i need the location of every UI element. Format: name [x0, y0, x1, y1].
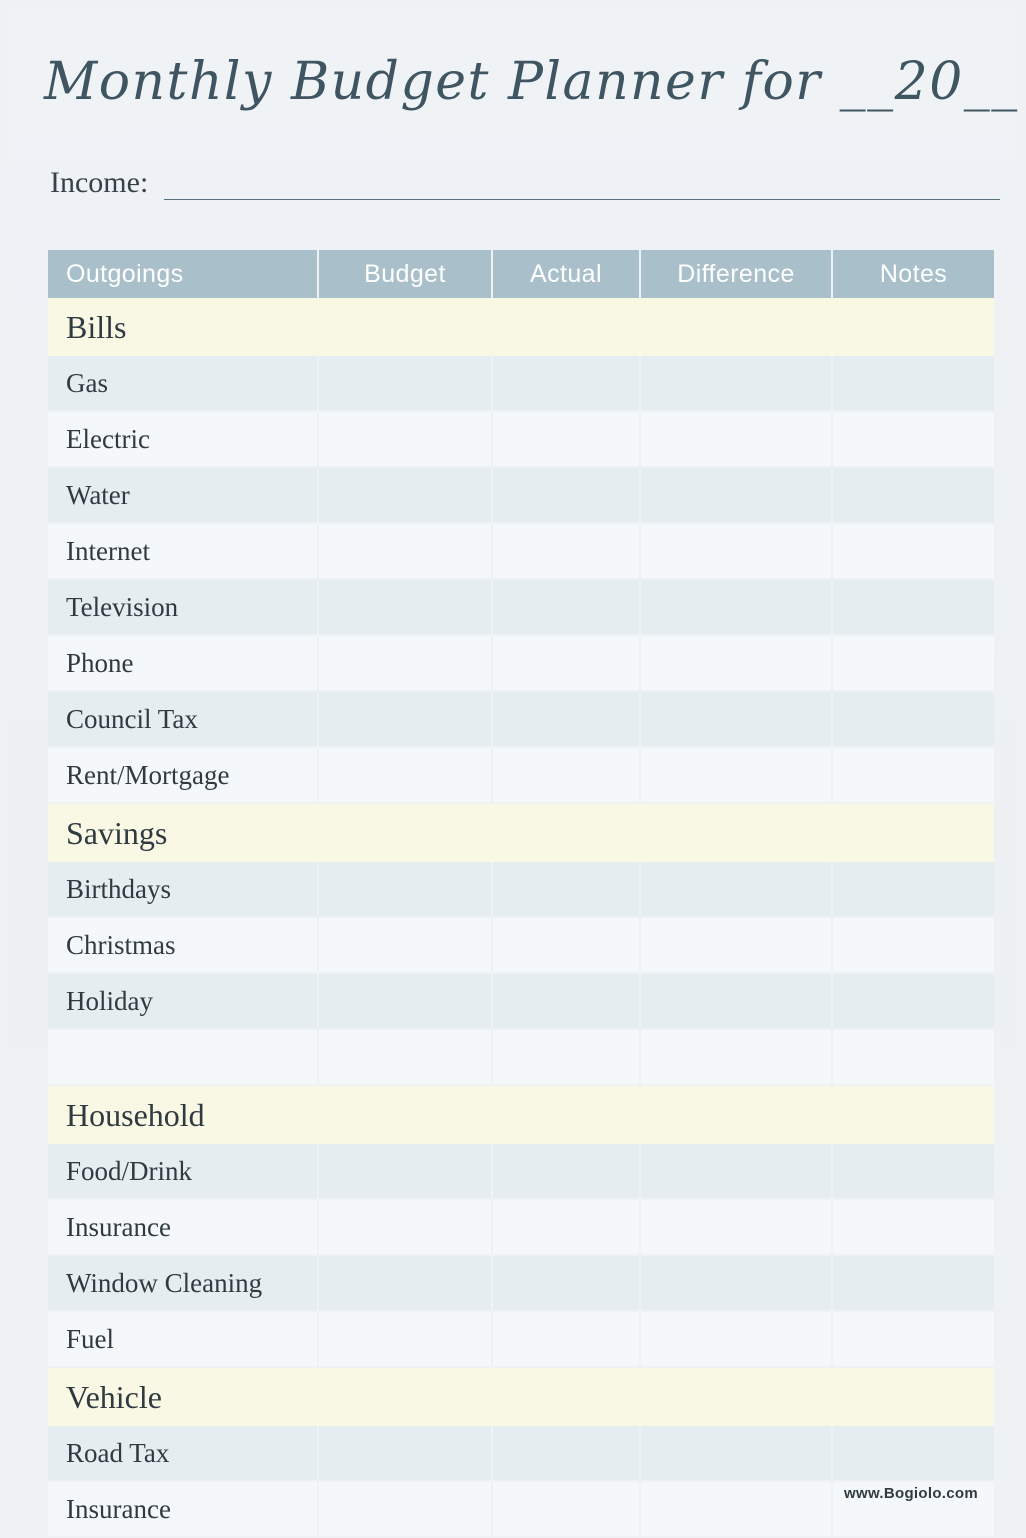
section-header-household	[48, 1085, 994, 1144]
cell-notes[interactable]	[832, 691, 994, 747]
table-row	[48, 1426, 994, 1481]
sheet-background	[8, 8, 1018, 1530]
cell-difference[interactable]	[640, 973, 832, 1029]
section-title: Savings	[48, 803, 994, 862]
cell-difference[interactable]	[640, 691, 832, 747]
cell-budget[interactable]	[318, 862, 492, 917]
cell-budget[interactable]	[318, 691, 492, 747]
cell-budget[interactable]	[318, 579, 492, 635]
row-label: Rent/Mortgage	[48, 747, 318, 803]
cell-notes[interactable]	[832, 1255, 994, 1311]
cell-notes[interactable]	[832, 747, 994, 803]
row-label: Road Tax	[48, 1426, 318, 1481]
table-row	[48, 1311, 994, 1367]
table-row	[48, 973, 994, 1029]
cell-notes[interactable]	[832, 579, 994, 635]
cell-budget[interactable]	[318, 1481, 492, 1537]
cell-notes[interactable]	[832, 1029, 994, 1085]
cell-actual[interactable]	[492, 1199, 640, 1255]
cell-difference[interactable]	[640, 1311, 832, 1367]
footer-website[interactable]: www.Bogiolo.com	[844, 1485, 978, 1502]
cell-notes[interactable]	[832, 467, 994, 523]
row-label: Electric	[48, 411, 318, 467]
table-row	[48, 747, 994, 803]
cell-difference[interactable]	[640, 579, 832, 635]
row-label: Food/Drink	[48, 1144, 318, 1199]
cell-actual[interactable]	[492, 1311, 640, 1367]
cell-actual[interactable]	[492, 862, 640, 917]
cell-actual[interactable]	[492, 747, 640, 803]
cell-difference[interactable]	[640, 1199, 832, 1255]
column-header-outgoings: Outgoings	[48, 250, 318, 298]
cell-actual[interactable]	[492, 356, 640, 411]
row-label: Television	[48, 579, 318, 635]
cell-actual[interactable]	[492, 1426, 640, 1481]
table-row	[48, 1199, 994, 1255]
row-label: Phone	[48, 635, 318, 691]
cell-notes[interactable]	[832, 1426, 994, 1481]
section-title: Vehicle	[48, 1367, 994, 1426]
cell-actual[interactable]	[492, 523, 640, 579]
cell-difference[interactable]	[640, 1426, 832, 1481]
row-label	[48, 1029, 318, 1085]
column-header-budget: Budget	[318, 250, 492, 298]
table-row	[48, 523, 994, 579]
column-header-actual: Actual	[492, 250, 640, 298]
cell-budget[interactable]	[318, 747, 492, 803]
cell-difference[interactable]	[640, 523, 832, 579]
cell-difference[interactable]	[640, 411, 832, 467]
table-header-row	[48, 250, 994, 298]
cell-budget[interactable]	[318, 1426, 492, 1481]
row-label: Insurance	[48, 1199, 318, 1255]
cell-notes[interactable]	[832, 1199, 994, 1255]
row-label: Internet	[48, 523, 318, 579]
cell-difference[interactable]	[640, 862, 832, 917]
cell-notes[interactable]	[832, 635, 994, 691]
row-label: Window Cleaning	[48, 1255, 318, 1311]
row-label: Holiday	[48, 973, 318, 1029]
cell-budget[interactable]	[318, 973, 492, 1029]
cell-notes[interactable]	[832, 917, 994, 973]
cell-difference[interactable]	[640, 917, 832, 973]
table-row	[48, 411, 994, 467]
table-body	[48, 298, 994, 1537]
table-row	[48, 691, 994, 747]
cell-difference[interactable]	[640, 1144, 832, 1199]
row-label: Water	[48, 467, 318, 523]
cell-notes[interactable]	[832, 1311, 994, 1367]
cell-difference[interactable]	[640, 467, 832, 523]
row-label: Gas	[48, 356, 318, 411]
row-label: Birthdays	[48, 862, 318, 917]
cell-difference[interactable]	[640, 356, 832, 411]
cell-notes[interactable]	[832, 523, 994, 579]
cell-notes[interactable]	[832, 411, 994, 467]
cell-actual[interactable]	[492, 1481, 640, 1537]
section-title: Bills	[48, 298, 994, 356]
cell-notes[interactable]	[832, 356, 994, 411]
income-label: Income:	[50, 166, 149, 199]
cell-budget[interactable]	[318, 635, 492, 691]
cell-budget[interactable]	[318, 467, 492, 523]
section-header-bills	[48, 298, 994, 356]
section-header-savings	[48, 803, 994, 862]
cell-budget[interactable]	[318, 1199, 492, 1255]
column-header-notes: Notes	[832, 250, 994, 298]
section-title: Household	[48, 1085, 994, 1144]
income-row	[50, 166, 1000, 200]
cell-actual[interactable]	[492, 917, 640, 973]
cell-actual[interactable]	[492, 973, 640, 1029]
table-row	[48, 1255, 994, 1311]
page-title: Monthly Budget Planner for __20__	[44, 52, 1019, 112]
cell-difference[interactable]	[640, 1255, 832, 1311]
cell-actual[interactable]	[492, 579, 640, 635]
cell-budget[interactable]	[318, 523, 492, 579]
cell-actual[interactable]	[492, 635, 640, 691]
cell-notes[interactable]	[832, 862, 994, 917]
row-label: Christmas	[48, 917, 318, 973]
cell-actual[interactable]	[492, 1144, 640, 1199]
cell-budget[interactable]	[318, 411, 492, 467]
cell-budget[interactable]	[318, 1144, 492, 1199]
cell-difference[interactable]	[640, 1029, 832, 1085]
table-row	[48, 635, 994, 691]
cell-budget[interactable]	[318, 356, 492, 411]
row-label: Council Tax	[48, 691, 318, 747]
income-input-line[interactable]	[164, 169, 1000, 200]
cell-difference[interactable]	[640, 1481, 832, 1537]
table-row	[48, 356, 994, 411]
table-row	[48, 1144, 994, 1199]
cell-actual[interactable]	[492, 411, 640, 467]
table-row	[48, 1029, 994, 1085]
cell-difference[interactable]	[640, 635, 832, 691]
table-header	[48, 250, 994, 298]
row-label: Insurance	[48, 1481, 318, 1537]
column-header-difference: Difference	[640, 250, 832, 298]
cell-notes[interactable]	[832, 1144, 994, 1199]
table-row	[48, 862, 994, 917]
section-header-vehicle	[48, 1367, 994, 1426]
row-label: Fuel	[48, 1311, 318, 1367]
cell-actual[interactable]	[492, 1255, 640, 1311]
cell-actual[interactable]	[492, 1029, 640, 1085]
cell-budget[interactable]	[318, 917, 492, 973]
cell-budget[interactable]	[318, 1311, 492, 1367]
table-row	[48, 579, 994, 635]
cell-actual[interactable]	[492, 691, 640, 747]
cell-actual[interactable]	[492, 467, 640, 523]
cell-budget[interactable]	[318, 1255, 492, 1311]
budget-table	[48, 250, 994, 1538]
table-row	[48, 467, 994, 523]
cell-budget[interactable]	[318, 1029, 492, 1085]
cell-notes[interactable]	[832, 973, 994, 1029]
cell-difference[interactable]	[640, 747, 832, 803]
table-row	[48, 917, 994, 973]
